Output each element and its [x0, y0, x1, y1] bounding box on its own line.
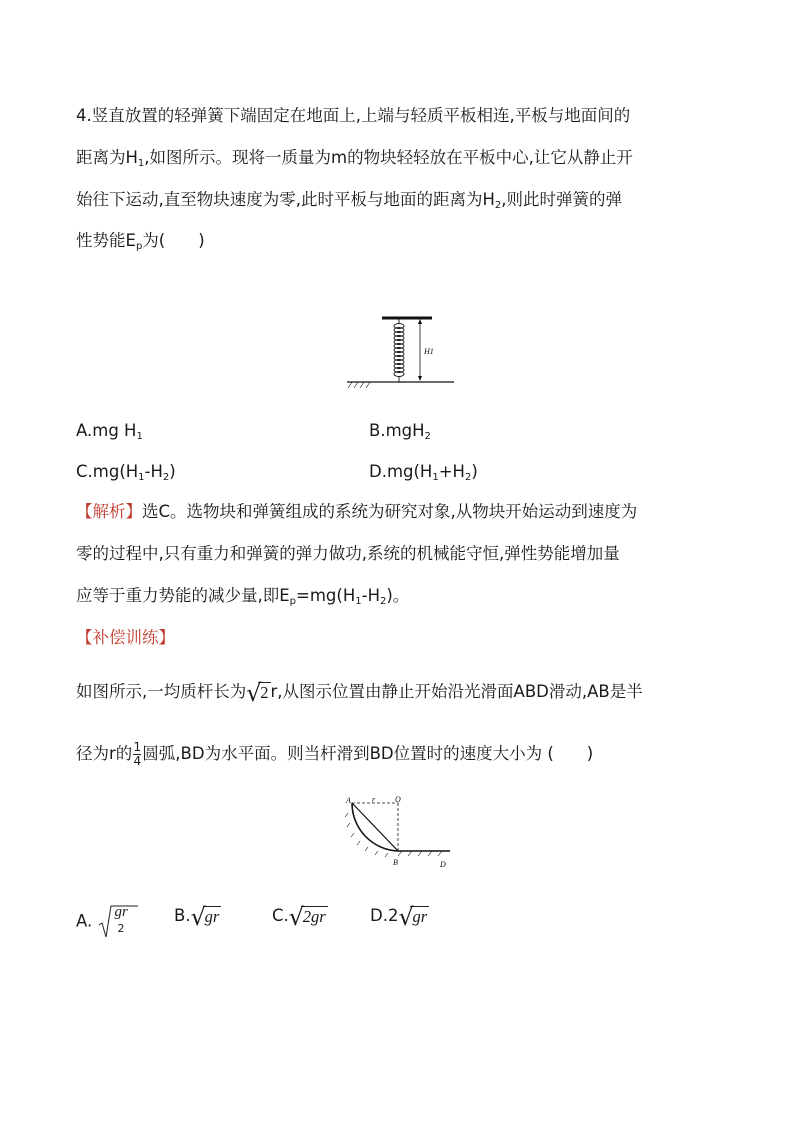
q4-line-2: 距离为$H_1$,如图所示。现将一质量为m的物块轻轻放在平板中心,让它从静止开: [76, 148, 633, 169]
label-o: O: [395, 795, 401, 804]
analysis-tag: 【解析】: [76, 502, 142, 521]
arc-figure: [340, 793, 456, 871]
extra-line-1: 如图所示,一均质杆长为 √ 2 r,从图示位置由静止开始沿光滑面ABD滑动,AB是半: [76, 678, 643, 707]
q4-line-4: 性势能$E_p$为( ): [76, 231, 205, 252]
analysis-line-1: 【解析】选C。选物块和弹簧组成的系统为研究对象,从物块开始运动到速度为: [76, 502, 638, 521]
option-c[interactable]: $C.mg(H_1-H_2)$: [76, 462, 176, 483]
option-d[interactable]: $D.mg(H_1+H_2)$: [369, 462, 478, 483]
option-b[interactable]: B.mgH$_2$: [369, 421, 431, 442]
sqrt-gr-over-2: gr 2: [98, 905, 138, 939]
label-b: B: [393, 858, 398, 867]
extra-option-d[interactable]: D.2 √ gr: [370, 902, 428, 931]
label-d: D: [440, 860, 446, 869]
quarter-fraction: $\frac{1}{4}$: [133, 740, 142, 768]
extra-tag: 【补偿训练】: [76, 628, 175, 647]
extra-option-b[interactable]: B. √ gr: [174, 902, 220, 931]
extra-option-c[interactable]: C. √ 2gr: [272, 902, 326, 931]
h1-label: H1: [424, 347, 434, 356]
sqrt-2: √ 2: [246, 678, 269, 707]
spring-figure: [344, 314, 456, 388]
extra-option-a[interactable]: A. gr 2: [76, 905, 138, 939]
q4-line-1: 4.竖直放置的轻弹簧下端固定在地面上,上端与轻质平板相连,平板与地面间的: [76, 106, 631, 125]
analysis-line-2: 零的过程中,只有重力和弹簧的弹力做功,系统的机械能守恒,弹性势能增加量: [76, 544, 620, 563]
q4-line-3: 始往下运动,直至物块速度为零,此时平板与地面的距离为$H_2$,则此时弹簧的弹: [76, 190, 623, 211]
analysis-line-3: 应等于重力势能的减少量,即$E_p=mg(H_1-H_2)$。: [76, 586, 410, 607]
option-a[interactable]: A.mg $H_1$: [76, 421, 143, 442]
extra-line-2: 径为r的 $\frac{1}{4}$ 圆弧,BD为水平面。则当杆滑到BD位置时的速度大小为 ( ): [76, 740, 594, 768]
label-a: A: [346, 796, 351, 805]
label-r: r: [372, 795, 376, 804]
